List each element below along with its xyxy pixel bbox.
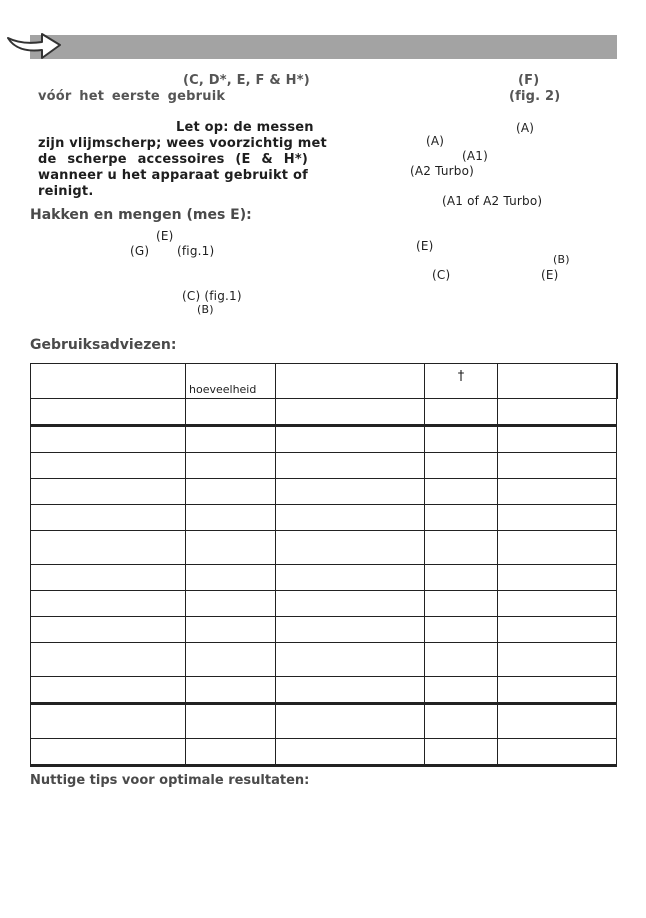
ref-fig1: (fig.1) bbox=[177, 244, 215, 258]
table-cell bbox=[425, 531, 498, 565]
ref-c-right: (C) bbox=[432, 268, 451, 282]
table-row bbox=[31, 617, 617, 643]
accessories-reference: (C, D*, E, F & H*) bbox=[183, 73, 310, 88]
curved-right-arrow-icon bbox=[4, 26, 64, 66]
table-cell bbox=[186, 704, 276, 739]
column-header bbox=[31, 364, 186, 399]
tips-heading: Nuttige tips voor optimale resultaten: bbox=[30, 773, 310, 788]
table-cell bbox=[425, 426, 498, 453]
warning-line-2: de scherpe accessoires (E & H*) bbox=[38, 152, 308, 167]
table-cell bbox=[31, 399, 186, 426]
ref-c-fig1: (C) (fig.1) bbox=[182, 289, 242, 303]
table-cell bbox=[276, 505, 425, 531]
ref-e-right-2: (E) bbox=[541, 268, 559, 282]
ref-f: (F) bbox=[518, 73, 540, 88]
table-cell bbox=[186, 531, 276, 565]
table-cell bbox=[498, 426, 617, 453]
table-cell bbox=[425, 505, 498, 531]
ref-a2-turbo: (A2 Turbo) bbox=[410, 164, 475, 178]
ref-a1: (A1) bbox=[462, 149, 489, 163]
table-cell bbox=[31, 531, 186, 565]
warning-line-4: reinigt. bbox=[38, 184, 94, 199]
table-cell bbox=[498, 399, 617, 426]
table-cell bbox=[498, 531, 617, 565]
table-cell bbox=[276, 565, 425, 591]
ref-g: (G) bbox=[130, 244, 150, 258]
warning-line-1: zijn vlijmscherp; wees voorzichtig met bbox=[38, 136, 327, 151]
ref-a-right-2: (A) bbox=[426, 134, 445, 148]
column-header-time: † bbox=[425, 364, 498, 399]
table-cell bbox=[31, 643, 186, 677]
section-header-bar bbox=[30, 35, 617, 59]
usage-table bbox=[30, 363, 618, 767]
table-row bbox=[31, 453, 617, 479]
table-row bbox=[31, 591, 617, 617]
table-cell bbox=[31, 591, 186, 617]
table-cell bbox=[498, 505, 617, 531]
table-header-row bbox=[31, 364, 617, 399]
table-cell bbox=[425, 704, 498, 739]
ref-e-right: (E) bbox=[416, 239, 434, 253]
table-cell bbox=[276, 453, 425, 479]
ref-e-left: (E) bbox=[156, 229, 174, 243]
table-cell bbox=[186, 426, 276, 453]
table-cell bbox=[31, 617, 186, 643]
table-cell bbox=[425, 739, 498, 766]
table-cell bbox=[186, 505, 276, 531]
ref-fig2: (fig. 2) bbox=[509, 89, 561, 104]
table-cell bbox=[498, 479, 617, 505]
table-cell bbox=[276, 399, 425, 426]
table-cell bbox=[31, 739, 186, 766]
first-use-line: vóór het eerste gebruik bbox=[38, 89, 226, 104]
table-cell bbox=[31, 704, 186, 739]
ref-b-right: (B) bbox=[553, 253, 570, 266]
table-cell bbox=[276, 739, 425, 766]
table-row bbox=[31, 739, 617, 766]
table-cell bbox=[186, 479, 276, 505]
table-cell bbox=[186, 739, 276, 766]
table-cell bbox=[186, 565, 276, 591]
column-header bbox=[276, 364, 425, 399]
table-cell bbox=[425, 617, 498, 643]
table-cell bbox=[186, 591, 276, 617]
column-header bbox=[498, 364, 617, 399]
table-cell bbox=[276, 617, 425, 643]
table-cell bbox=[31, 677, 186, 704]
ref-a1-or-a2-turbo: (A1 of A2 Turbo) bbox=[442, 194, 543, 208]
table-row bbox=[31, 399, 617, 426]
table-row bbox=[31, 677, 617, 704]
table-cell bbox=[425, 591, 498, 617]
table-cell bbox=[186, 677, 276, 704]
warning-lead: Let op: de messen bbox=[176, 120, 314, 135]
ref-b-left: (B) bbox=[197, 303, 214, 316]
table-cell bbox=[498, 453, 617, 479]
table-cell bbox=[425, 479, 498, 505]
table-cell bbox=[425, 677, 498, 704]
table-cell bbox=[276, 643, 425, 677]
table-row bbox=[31, 531, 617, 565]
table-cell bbox=[31, 565, 186, 591]
table-cell bbox=[31, 479, 186, 505]
table-cell bbox=[498, 677, 617, 704]
table-cell bbox=[276, 426, 425, 453]
table-cell bbox=[276, 704, 425, 739]
table-row bbox=[31, 704, 617, 739]
table-cell bbox=[425, 399, 498, 426]
table-cell bbox=[425, 453, 498, 479]
ref-a-right-1: (A) bbox=[516, 121, 535, 135]
warning-line-3: wanneer u het apparaat gebruikt of bbox=[38, 168, 308, 183]
table-cell bbox=[276, 677, 425, 704]
table-cell bbox=[186, 399, 276, 426]
table-cell bbox=[498, 617, 617, 643]
table-cell bbox=[276, 479, 425, 505]
table-row bbox=[31, 426, 617, 453]
table-cell bbox=[276, 591, 425, 617]
table-cell bbox=[186, 453, 276, 479]
table-cell bbox=[425, 565, 498, 591]
usage-heading: Gebruiksadviezen: bbox=[30, 337, 177, 353]
table-cell bbox=[31, 426, 186, 453]
table-cell bbox=[186, 617, 276, 643]
table-cell bbox=[498, 591, 617, 617]
table-cell bbox=[498, 643, 617, 677]
table-row bbox=[31, 643, 617, 677]
table-cell bbox=[276, 531, 425, 565]
table-cell bbox=[186, 643, 276, 677]
table-cell bbox=[498, 739, 617, 766]
table-row bbox=[31, 479, 617, 505]
table-cell bbox=[498, 704, 617, 739]
table-cell bbox=[31, 453, 186, 479]
table-row bbox=[31, 565, 617, 591]
chop-heading: Hakken en mengen (mes E): bbox=[30, 207, 252, 223]
table-cell bbox=[31, 505, 186, 531]
table-cell bbox=[425, 643, 498, 677]
column-header-quantity: hoeveelheid bbox=[186, 364, 276, 399]
table-cell bbox=[498, 565, 617, 591]
table-row bbox=[31, 505, 617, 531]
